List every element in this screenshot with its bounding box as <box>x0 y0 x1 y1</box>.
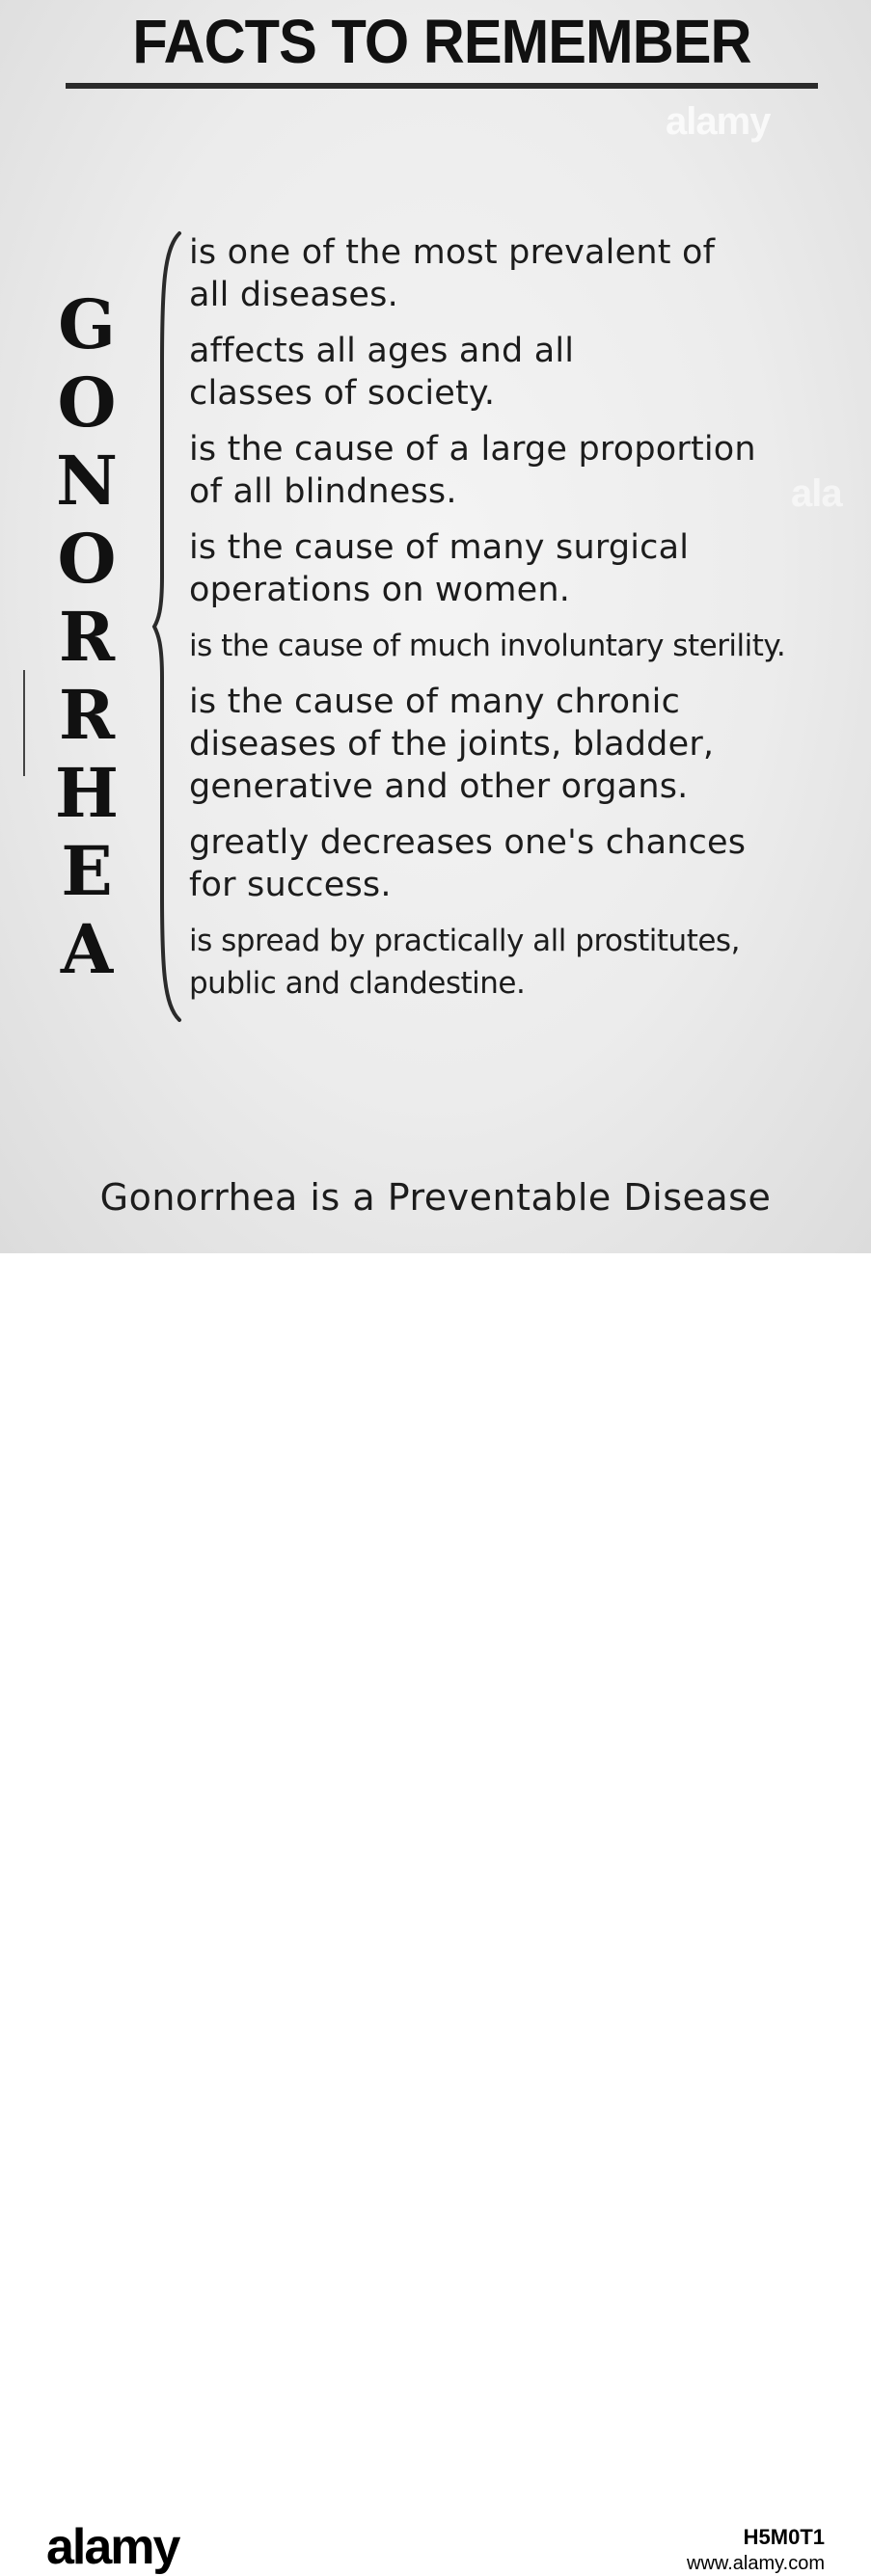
watermark-top: alamy <box>666 100 771 143</box>
fact-line: public and clandestine. <box>189 966 526 1001</box>
alamy-logo: alamy <box>46 2519 179 2575</box>
stock-banner <box>0 1253 871 2575</box>
vertical-word-gonorrhea <box>39 285 135 988</box>
vertical-letter: E <box>61 831 113 911</box>
poster-title: FACTS TO REMEMBER <box>132 7 751 76</box>
fact-line: operations on women. <box>189 571 571 609</box>
vertical-letter: R <box>58 597 116 677</box>
image-id: H5M0T1 <box>743 2525 825 2549</box>
fact-item <box>189 330 845 415</box>
margin-tick <box>23 670 25 776</box>
fact-line: is the cause of a large proportion <box>189 430 756 469</box>
watermark-mid: ala <box>791 472 842 515</box>
curly-brace <box>150 229 189 1024</box>
vertical-letter: N <box>56 441 118 521</box>
fact-line: affects all ages and all <box>189 332 575 370</box>
fact-line: generative and other organs. <box>189 767 689 806</box>
fact-item <box>189 526 845 611</box>
fact-item <box>189 821 845 906</box>
vertical-letter: R <box>58 675 116 755</box>
footer-statement: Gonorrhea is a Preventable Disease <box>99 1176 772 1219</box>
fact-line: is the cause of many chronic <box>189 683 681 721</box>
fact-item <box>189 920 845 1005</box>
vertical-letter: H <box>54 753 120 833</box>
fact-line: is one of the most prevalent of <box>189 233 716 272</box>
vertical-letter: A <box>60 909 114 989</box>
fact-line: greatly decreases one's chances <box>189 823 747 862</box>
fact-item <box>189 428 845 513</box>
fact-item <box>189 231 845 316</box>
fact-line: all diseases. <box>189 276 398 314</box>
fact-line: of all blindness. <box>189 472 457 511</box>
fact-line: is the cause of much involuntary sterility. <box>189 629 786 663</box>
vertical-letter: G <box>58 284 116 364</box>
site-url: www.alamy.com <box>687 2553 825 2574</box>
vertical-letter: O <box>57 362 117 443</box>
fact-line: is spread by practically all prostitutes, <box>189 924 740 958</box>
fact-line: is the cause of many surgical <box>189 528 690 567</box>
fact-line: for success. <box>189 866 392 904</box>
poster <box>0 0 871 1253</box>
vertical-letter: O <box>57 519 117 599</box>
title-underline <box>66 83 818 89</box>
fact-item <box>189 681 845 808</box>
facts-list <box>189 231 845 1018</box>
fact-line: classes of society. <box>189 374 496 413</box>
fact-line: diseases of the joints, bladder, <box>189 725 715 764</box>
fact-item <box>189 625 845 667</box>
